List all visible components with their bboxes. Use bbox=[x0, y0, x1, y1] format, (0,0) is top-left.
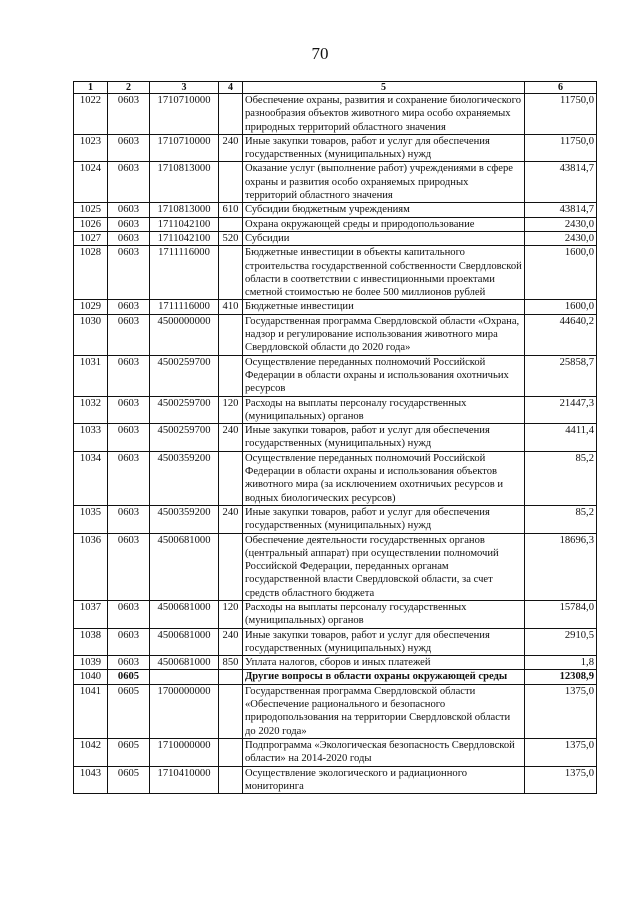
item-name: Обеспечение охраны, развития и сохранение биологического разнообразия объектов животного мира особо охраняемых природных территорий областного значения bbox=[243, 94, 525, 135]
amount: 85,2 bbox=[525, 505, 597, 533]
item-name: Государственная программа Свердловской области «Охрана, надзор и регулирование использования животного мира Свердловской области до 2020 года» bbox=[243, 314, 525, 355]
row-number: 1037 bbox=[74, 600, 108, 628]
item-name: Уплата налогов, сборов и иных платежей bbox=[243, 656, 525, 670]
section-code: 0603 bbox=[108, 134, 150, 162]
row-number: 1041 bbox=[74, 684, 108, 738]
expense-type-code bbox=[219, 246, 243, 300]
section-code: 0603 bbox=[108, 314, 150, 355]
amount: 1375,0 bbox=[525, 738, 597, 766]
row-number: 1024 bbox=[74, 162, 108, 203]
target-article-code: 1710710000 bbox=[150, 94, 219, 135]
expense-type-code: 610 bbox=[219, 203, 243, 217]
table-row bbox=[74, 505, 597, 533]
row-number: 1032 bbox=[74, 396, 108, 424]
table-row bbox=[74, 738, 597, 766]
expense-type-code: 240 bbox=[219, 424, 243, 452]
row-number: 1022 bbox=[74, 94, 108, 135]
item-name: Государственная программа Свердловской области «Обеспечение рационального и безопасного природопользования на территории Свердловской области до 2020 года» bbox=[243, 684, 525, 738]
column-header: 1 bbox=[74, 82, 108, 94]
section-code: 0603 bbox=[108, 505, 150, 533]
table-row bbox=[74, 533, 597, 600]
amount: 15784,0 bbox=[525, 600, 597, 628]
expense-type-code bbox=[219, 217, 243, 231]
item-name: Субсидии бюджетным учреждениям bbox=[243, 203, 525, 217]
column-header: 5 bbox=[243, 82, 525, 94]
table-row bbox=[74, 766, 597, 794]
amount: 2910,5 bbox=[525, 628, 597, 656]
table-row bbox=[74, 134, 597, 162]
expense-type-code: 120 bbox=[219, 396, 243, 424]
target-article-code: 4500681000 bbox=[150, 628, 219, 656]
amount: 1375,0 bbox=[525, 766, 597, 794]
row-number: 1031 bbox=[74, 355, 108, 396]
row-number: 1023 bbox=[74, 134, 108, 162]
table-row bbox=[74, 300, 597, 314]
section-code: 0603 bbox=[108, 94, 150, 135]
section-code: 0603 bbox=[108, 424, 150, 452]
section-code: 0603 bbox=[108, 533, 150, 600]
section-code: 0603 bbox=[108, 203, 150, 217]
row-number: 1027 bbox=[74, 231, 108, 245]
expense-type-code: 240 bbox=[219, 134, 243, 162]
amount: 43814,7 bbox=[525, 162, 597, 203]
expense-type-code bbox=[219, 94, 243, 135]
amount: 11750,0 bbox=[525, 134, 597, 162]
row-number: 1030 bbox=[74, 314, 108, 355]
target-article-code: 4500681000 bbox=[150, 600, 219, 628]
table-row bbox=[74, 246, 597, 300]
target-article-code: 4500000000 bbox=[150, 314, 219, 355]
target-article-code bbox=[150, 670, 219, 684]
amount: 25858,7 bbox=[525, 355, 597, 396]
row-number: 1029 bbox=[74, 300, 108, 314]
target-article-code: 4500359200 bbox=[150, 505, 219, 533]
row-number: 1033 bbox=[74, 424, 108, 452]
section-code: 0603 bbox=[108, 396, 150, 424]
column-header: 6 bbox=[525, 82, 597, 94]
expense-type-code bbox=[219, 670, 243, 684]
item-name: Иные закупки товаров, работ и услуг для обеспечения государственных (муниципальных) нужд bbox=[243, 424, 525, 452]
amount: 2430,0 bbox=[525, 217, 597, 231]
table-row bbox=[74, 600, 597, 628]
amount: 12308,9 bbox=[525, 670, 597, 684]
target-article-code: 4500259700 bbox=[150, 396, 219, 424]
row-number: 1036 bbox=[74, 533, 108, 600]
expense-type-code: 410 bbox=[219, 300, 243, 314]
table-row bbox=[74, 451, 597, 505]
item-name: Подпрограмма «Экологическая безопасность Свердловской области» на 2014-2020 годы bbox=[243, 738, 525, 766]
expense-type-code bbox=[219, 684, 243, 738]
table-row bbox=[74, 217, 597, 231]
table-row bbox=[74, 628, 597, 656]
row-number: 1038 bbox=[74, 628, 108, 656]
section-code: 0603 bbox=[108, 600, 150, 628]
table-row bbox=[74, 656, 597, 670]
target-article-code: 1710410000 bbox=[150, 766, 219, 794]
section-code: 0605 bbox=[108, 684, 150, 738]
section-code: 0603 bbox=[108, 656, 150, 670]
item-name: Расходы на выплаты персоналу государственных (муниципальных) органов bbox=[243, 396, 525, 424]
table-row bbox=[74, 314, 597, 355]
row-number: 1034 bbox=[74, 451, 108, 505]
item-name: Иные закупки товаров, работ и услуг для обеспечения государственных (муниципальных) нужд bbox=[243, 628, 525, 656]
target-article-code: 4500681000 bbox=[150, 656, 219, 670]
expense-type-code bbox=[219, 766, 243, 794]
section-code: 0603 bbox=[108, 231, 150, 245]
section-code: 0603 bbox=[108, 355, 150, 396]
target-article-code: 1711116000 bbox=[150, 300, 219, 314]
expense-type-code bbox=[219, 451, 243, 505]
column-header: 3 bbox=[150, 82, 219, 94]
expense-type-code: 120 bbox=[219, 600, 243, 628]
section-code: 0603 bbox=[108, 451, 150, 505]
target-article-code: 1710813000 bbox=[150, 203, 219, 217]
table-row bbox=[74, 162, 597, 203]
row-number: 1039 bbox=[74, 656, 108, 670]
section-code: 0605 bbox=[108, 670, 150, 684]
expense-type-code: 520 bbox=[219, 231, 243, 245]
table-row bbox=[74, 684, 597, 738]
section-code: 0603 bbox=[108, 628, 150, 656]
amount: 11750,0 bbox=[525, 94, 597, 135]
expense-type-code bbox=[219, 314, 243, 355]
expense-type-code bbox=[219, 162, 243, 203]
item-name: Осуществление экологического и радиационного мониторинга bbox=[243, 766, 525, 794]
section-code: 0605 bbox=[108, 766, 150, 794]
target-article-code: 1700000000 bbox=[150, 684, 219, 738]
expense-type-code: 850 bbox=[219, 656, 243, 670]
item-name: Другие вопросы в области охраны окружающей среды bbox=[243, 670, 525, 684]
row-number: 1028 bbox=[74, 246, 108, 300]
target-article-code: 4500681000 bbox=[150, 533, 219, 600]
item-name: Бюджетные инвестиции в объекты капитального строительства государственной собственности Свердловской области в соответствии с инвестиционными проектами сметной стоимостью не более 500 миллионов рублей bbox=[243, 246, 525, 300]
item-name: Бюджетные инвестиции bbox=[243, 300, 525, 314]
item-name: Охрана окружающей среды и природопользование bbox=[243, 217, 525, 231]
target-article-code: 1710710000 bbox=[150, 134, 219, 162]
table-row bbox=[74, 94, 597, 135]
target-article-code: 1711042100 bbox=[150, 231, 219, 245]
item-name: Обеспечение деятельности государственных органов (центральный аппарат) при осуществлении полномочий Российской Федерации, переданных органам государственной власти Свердловской области, за счет средств областного бюджета bbox=[243, 533, 525, 600]
section-code: 0603 bbox=[108, 162, 150, 203]
item-name: Иные закупки товаров, работ и услуг для обеспечения государственных (муниципальных) нужд bbox=[243, 134, 525, 162]
amount: 44640,2 bbox=[525, 314, 597, 355]
item-name: Осуществление переданных полномочий Российской Федерации в области охраны и использования охотничьих ресурсов bbox=[243, 355, 525, 396]
row-number: 1040 bbox=[74, 670, 108, 684]
target-article-code: 1711116000 bbox=[150, 246, 219, 300]
item-name: Расходы на выплаты персоналу государственных (муниципальных) органов bbox=[243, 600, 525, 628]
target-article-code: 1710813000 bbox=[150, 162, 219, 203]
expense-type-code bbox=[219, 533, 243, 600]
amount: 2430,0 bbox=[525, 231, 597, 245]
amount: 18696,3 bbox=[525, 533, 597, 600]
table-row bbox=[74, 231, 597, 245]
budget-table bbox=[73, 81, 597, 794]
row-number: 1035 bbox=[74, 505, 108, 533]
item-name: Субсидии bbox=[243, 231, 525, 245]
expense-type-code bbox=[219, 738, 243, 766]
section-code: 0603 bbox=[108, 300, 150, 314]
row-number: 1042 bbox=[74, 738, 108, 766]
target-article-code: 4500259700 bbox=[150, 355, 219, 396]
table-row bbox=[74, 396, 597, 424]
row-number: 1025 bbox=[74, 203, 108, 217]
row-number: 1026 bbox=[74, 217, 108, 231]
row-number: 1043 bbox=[74, 766, 108, 794]
expense-type-code: 240 bbox=[219, 628, 243, 656]
expense-type-code: 240 bbox=[219, 505, 243, 533]
amount: 21447,3 bbox=[525, 396, 597, 424]
amount: 43814,7 bbox=[525, 203, 597, 217]
table-row bbox=[74, 424, 597, 452]
section-code: 0605 bbox=[108, 738, 150, 766]
table-header-row bbox=[74, 82, 597, 94]
target-article-code: 4500259700 bbox=[150, 424, 219, 452]
amount: 85,2 bbox=[525, 451, 597, 505]
item-name: Оказание услуг (выполнение работ) учреждениями в сфере охраны и развития особо охраняемых природных территорий областного значения bbox=[243, 162, 525, 203]
table-row bbox=[74, 670, 597, 684]
section-code: 0603 bbox=[108, 246, 150, 300]
table-row bbox=[74, 355, 597, 396]
table-row bbox=[74, 203, 597, 217]
target-article-code: 4500359200 bbox=[150, 451, 219, 505]
amount: 1600,0 bbox=[525, 246, 597, 300]
target-article-code: 1710000000 bbox=[150, 738, 219, 766]
page-number: 70 bbox=[311, 44, 329, 63]
amount: 1375,0 bbox=[525, 684, 597, 738]
item-name: Осуществление переданных полномочий Российской Федерации в области охраны и использования объектов животного мира (за исключением охотничьих ресурсов и водных биологических ресурсов) bbox=[243, 451, 525, 505]
column-header: 4 bbox=[219, 82, 243, 94]
amount: 4411,4 bbox=[525, 424, 597, 452]
item-name: Иные закупки товаров, работ и услуг для обеспечения государственных (муниципальных) нужд bbox=[243, 505, 525, 533]
expense-type-code bbox=[219, 355, 243, 396]
target-article-code: 1711042100 bbox=[150, 217, 219, 231]
column-header: 2 bbox=[108, 82, 150, 94]
amount: 1600,0 bbox=[525, 300, 597, 314]
amount: 1,8 bbox=[525, 656, 597, 670]
section-code: 0603 bbox=[108, 217, 150, 231]
